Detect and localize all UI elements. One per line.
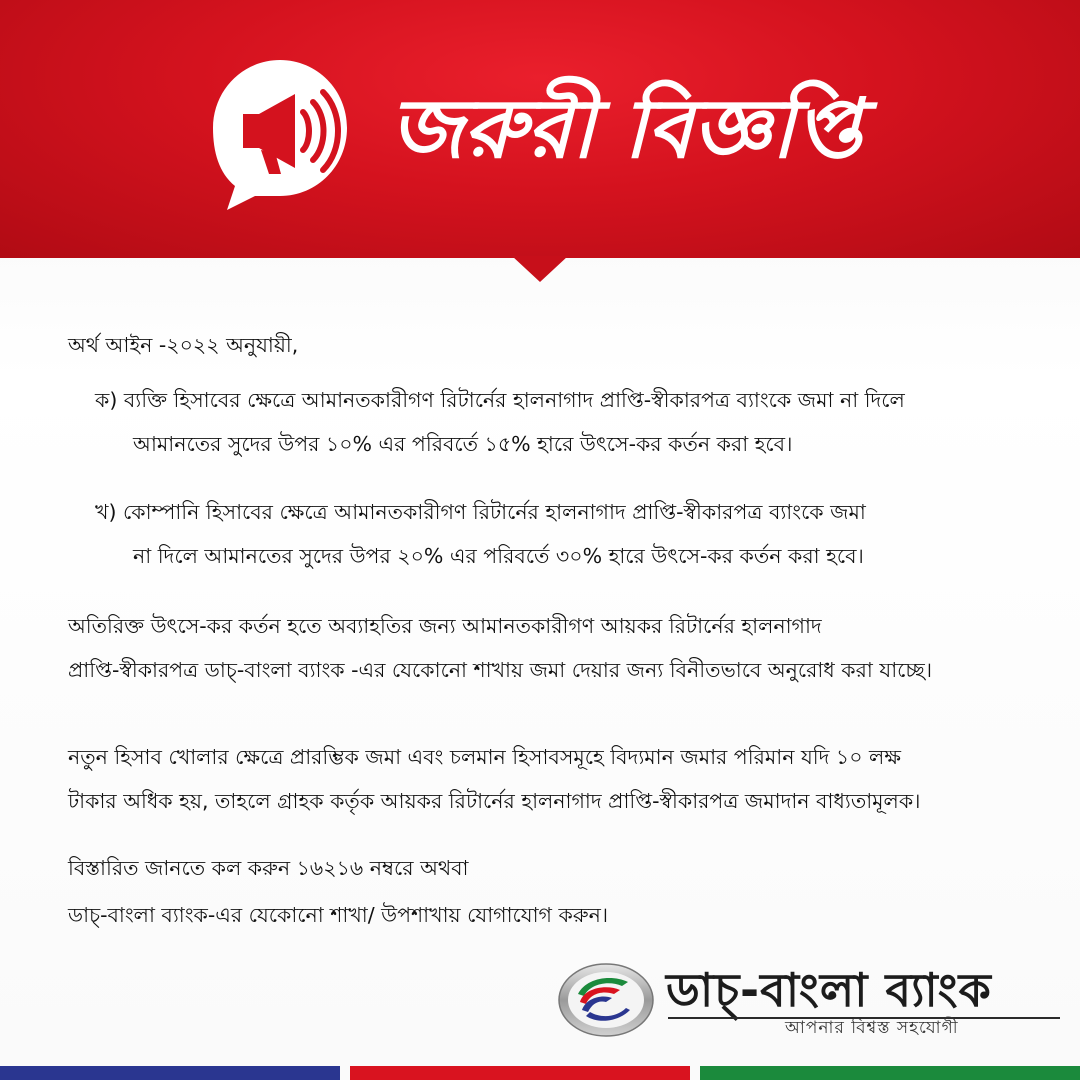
list-item-kha-line1: খ) কোম্পানি হিসাবের ক্ষেত্রে আমানতকারীগণ রিটার্নের হালনাগাদ প্রাপ্তি-স্বীকারপত্র ব্যাংকে জমা — [95, 500, 866, 524]
list-item-ka-line1: ক) ব্যক্তি হিসাবের ক্ষেত্রে আমানতকারীগণ রিটার্নের হালনাগাদ প্রাপ্তি-স্বীকারপত্র ব্যাংকে জমা না দিলে — [95, 388, 905, 412]
paragraph-contact-line1: বিস্তারিত জানতে কল করুন ১৬২১৬ নম্বরে অথবা — [68, 856, 469, 880]
megaphone-speech-bubble-icon — [205, 52, 355, 212]
paragraph-exemption-line2: প্রাপ্তি-স্বীকারপত্র ডাচ্-বাংলা ব্যাংক -এর যেকোনো শাখায় জমা দেয়ার জন্য বিনীতভাবে অনুরোধ করা যাচ্ছে। — [68, 658, 933, 682]
footer-stripe-blue — [0, 1066, 340, 1080]
bank-tagline: আপনার বিশ্বস্ত সহযোগী — [785, 1018, 959, 1038]
paragraph-new-account-line1: নতুন হিসাব খোলার ক্ষেত্রে প্রারম্ভিক জমা এবং চলমান হিসাবসমূহে বিদ্যমান জমার পরিমান যদি ১০ লক্ষ — [68, 745, 901, 769]
footer-stripe-green — [700, 1066, 1080, 1080]
header-notch — [512, 256, 568, 282]
footer-stripe-red — [350, 1066, 690, 1080]
paragraph-contact-line2: ডাচ্-বাংলা ব্যাংক-এর যেকোনো শাখা/ উপশাখায় যোগাযোগ করুন। — [68, 903, 609, 927]
dbbl-logo-icon — [556, 960, 656, 1040]
page-title: জরুরী বিজ্ঞপ্তি — [390, 82, 862, 177]
list-item-kha-line2: না দিলে আমানতের সুদের উপর ২০% এর পরিবর্তে ৩০% হারে উৎসে-কর কর্তন করা হবে। — [133, 544, 864, 568]
paragraph-exemption-line1: অতিরিক্ত উৎসে-কর কর্তন হতে অব্যাহতির জন্য আমানতকারীগণ আয়কর রিটার্নের হালনাগাদ — [68, 614, 822, 638]
bank-name: ডাচ্-বাংলা ব্যাংক — [666, 963, 992, 1017]
paragraph-new-account-line2: টাকার অধিক হয়, তাহলে গ্রাহক কর্তৃক আয়কর রিটার্নের হালনাগাদ প্রাপ্তি-স্বীকারপত্র জমাদান বাধ্যতামূলক। — [68, 789, 921, 813]
list-item-ka-line2: আমানতের সুদের উপর ১০% এর পরিবর্তে ১৫% হারে উৎসে-কর কর্তন করা হবে। — [133, 432, 793, 456]
intro-text: অর্থ আইন -২০২২ অনুযায়ী, — [68, 333, 299, 357]
